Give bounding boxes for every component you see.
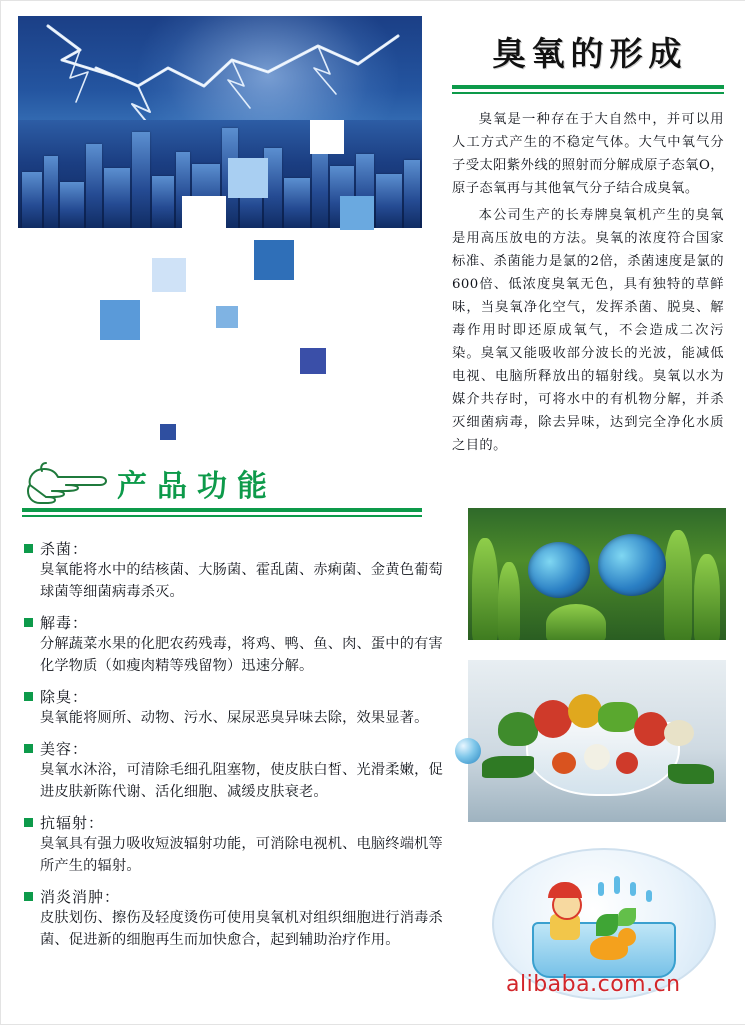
square-bullet-icon [24,892,33,901]
section-heading: 产品功能 [117,469,277,504]
title-block [452,28,728,94]
title-divider [452,85,728,94]
aquarium-fish-photo [468,508,726,640]
water-drop-icon [598,882,604,896]
child-hair-shape [548,882,582,898]
square-bullet-icon [24,544,33,553]
intro-paragraph-2: 本公司生产的长寿牌臭氧机产生的臭氧是用高压放电的方法。臭氧的浓度符合国家标准、杀菌能力是氯的2倍，杀菌速度是氯的600倍、低浓度臭氧无色，具有独特的草鲜味，当臭氧净化空气，发挥杀菌、脱臭、解毒作用时即还原成氧气，不会造成二次污染。臭氧又能吸收部分波长的光波，能减低电视、电脑所释放出的辐射线。臭氧以水为媒介共存时，可将水中的有机物分解，并杀灭细菌病毒，除去异味，达到完全净化水质之目的。 [452,208,724,453]
square-bullet-icon [24,744,33,753]
decor-square [300,348,326,374]
decor-square [310,120,344,154]
list-item [24,686,454,729]
square-bullet-icon [24,692,33,701]
feature-label: 美容： [40,740,89,758]
feature-list [24,538,454,960]
feature-label: 杀菌： [40,540,89,558]
feature-text: 臭氧具有强力吸收短波辐射功能，可消除电视机、电脑终端机等所产生的辐射。 [40,836,443,874]
water-drop-icon [630,882,636,896]
watermark: alibaba.com.cn [506,972,681,997]
feature-label: 抗辐射： [40,814,105,832]
fish-shape [598,534,666,596]
feature-text: 臭氧水沐浴，可清除毛细孔阻塞物，使皮肤白皙、光滑柔嫩，促进皮肤新陈代谢、活化细胞、减缓皮肤衰老。 [40,762,443,800]
list-item [24,538,454,603]
intro-paragraph-1: 臭氧是一种存在于大自然中，并可以用人工方式产生的不稳定气体。大气中氧气分子受太阳紫外线的照射而分解成原子态氧O，原子态氧再与其他氧气分子结合成臭氧。 [452,112,724,196]
feature-label: 除臭： [40,688,89,706]
decor-square [100,300,140,340]
feature-text: 皮肤划伤、擦伤及轻度烫伤可使用臭氧机对组织细胞进行消毒杀菌、促进新的细胞再生而加快愈合，起到辅助治疗作用。 [40,910,443,948]
decor-square [152,258,186,292]
section-divider [22,508,422,517]
leaf-icon [618,908,636,926]
feature-label: 解毒： [40,614,89,632]
feature-label: 消炎消肿： [40,888,121,906]
list-item [24,886,454,951]
feature-text: 臭氧能将厕所、动物、污水、屎尿恶臭异味去除，效果显著。 [40,710,429,726]
list-item [24,738,454,803]
decor-square [254,240,294,280]
leaf-icon [596,914,618,936]
pointing-hand-icon [22,455,108,511]
decor-square [216,306,238,328]
bubble-decoration [455,738,481,764]
square-bullet-icon [24,618,33,627]
fish-shape [528,542,590,598]
feature-text: 分解蔬菜水果的化肥农药残毒，将鸡、鸭、鱼、肉、蛋中的有害化学物质（如瘦肉精等残留物）迅速分解。 [40,636,443,674]
page-title: 臭氧的形成 [492,34,688,73]
list-item [24,812,454,877]
decor-square [228,158,268,198]
duck-head-shape [618,928,636,946]
decor-square [182,196,226,240]
vegetables-in-bowl-photo [468,660,726,822]
feature-text: 臭氧能将水中的结核菌、大肠菌、霍乱菌、赤痢菌、金黄色葡萄球菌等细菌病毒杀灭。 [40,562,443,600]
water-drop-icon [646,890,652,902]
decor-square [160,424,176,440]
square-bullet-icon [24,818,33,827]
list-item [24,612,454,677]
decor-square [340,196,374,230]
intro-text [452,108,724,461]
water-drop-icon [614,876,620,894]
